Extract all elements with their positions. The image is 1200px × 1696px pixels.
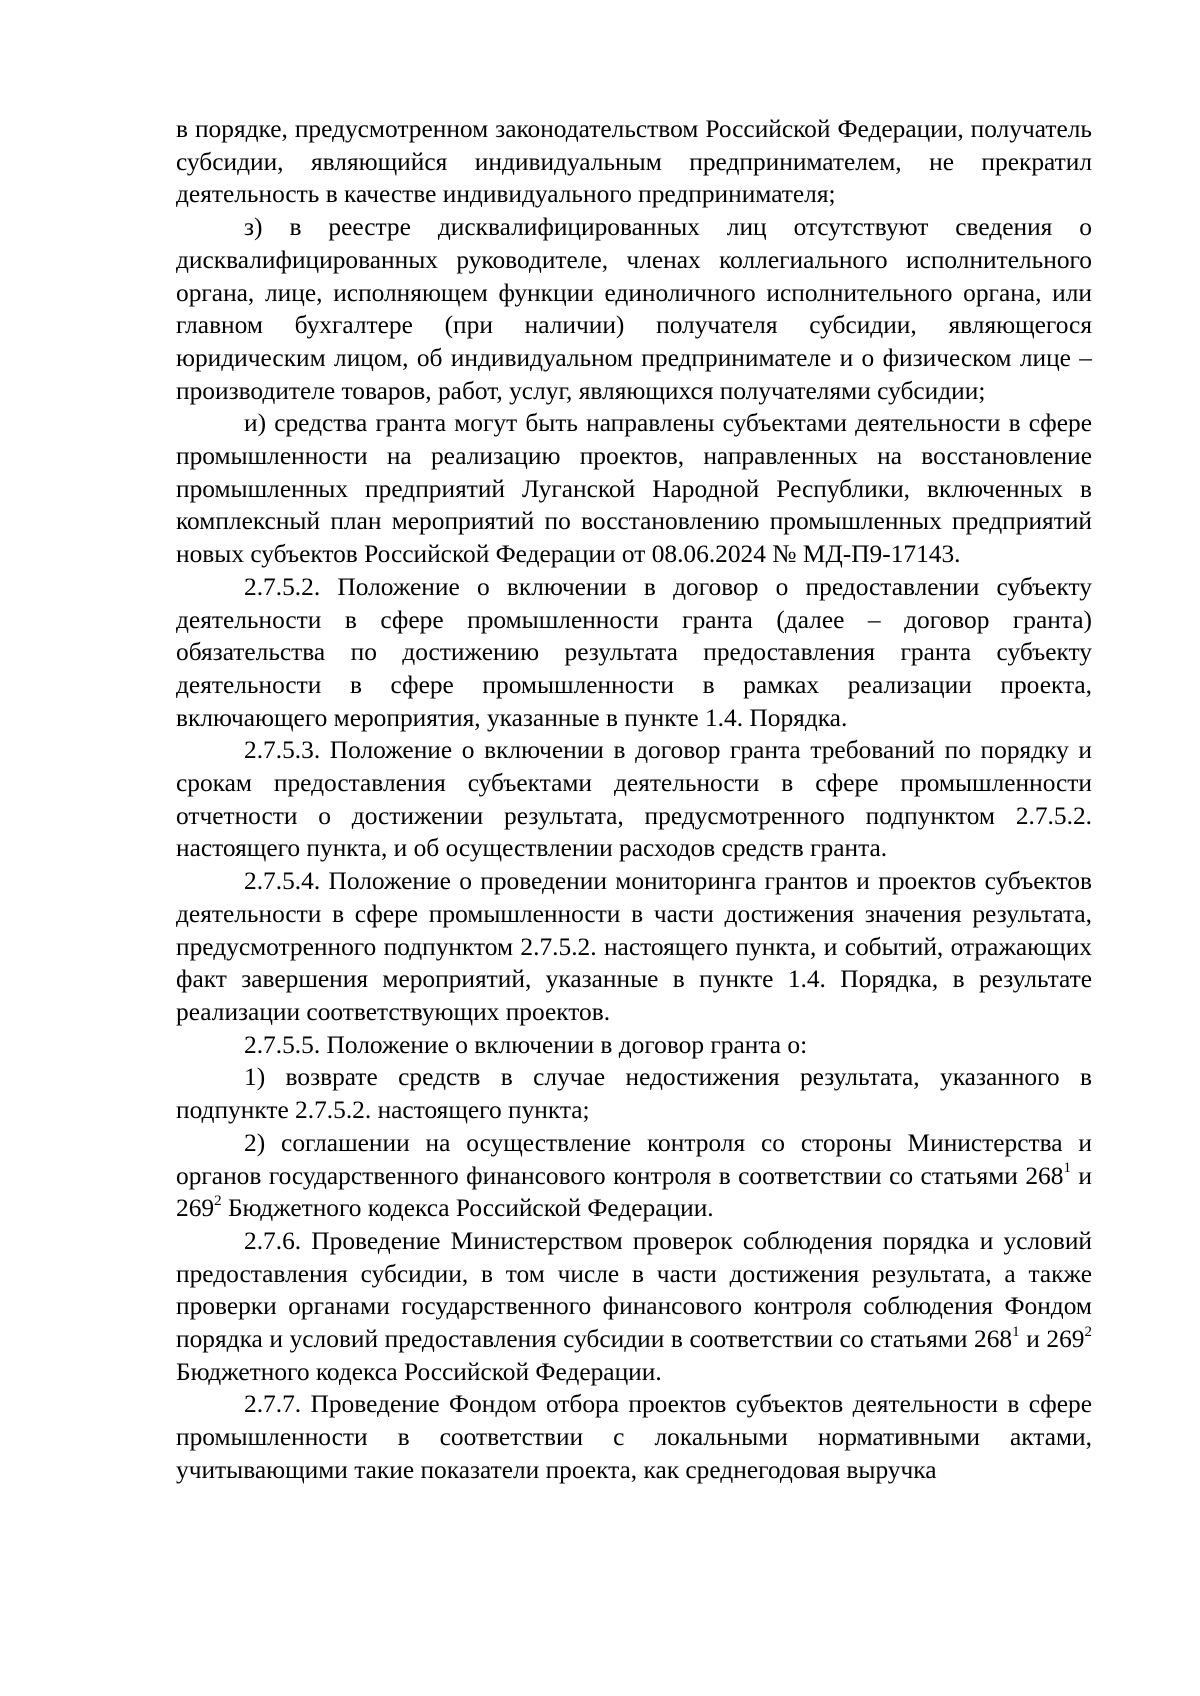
superscript: 2 — [1084, 1323, 1092, 1340]
superscript: 1 — [1012, 1323, 1020, 1340]
paragraph-2-7-6 — [176, 1225, 1092, 1389]
paragraph-2-7-5-4: 2.7.5.4. Положение о проведении мониторинга грантов и проектов субъектов деятельности в сфере промышленности в части достижения значения результата, предусмотренного подпунктом 2.7.5.2. настоящего пункта, и событий, отражающих факт завершения мероприятий, указанные в пункте 1.4. Порядка, в результате реализации соответствующих проектов. — [176, 867, 1092, 1026]
paragraph-item-2 — [176, 1127, 1092, 1225]
paragraph-item-i: и) средства гранта могут быть направлены субъектами деятельности в сфере промышленности на реализацию проектов, направленных на восстановление промышленных предприятий Луганской Народной Республики, включенных в комплексный план мероприятий по восстановлению промышленных предприятий новых субъектов Российской Федерации от 08.06.2024 № МД-П9-17143. — [176, 409, 1092, 569]
paragraph-continuation: в порядке, предусмотренном законодательством Российской Федерации, получатель субсидии, являющийся индивидуальным предпринимателем, не прекратил деятельность в качестве индивидуального предпринимателя; — [176, 115, 1092, 209]
paragraph-item-z: з) в реестре дисквалифицированных лиц отсутствуют сведения о дисквалифицированных руководителе, членах коллегиального исполнительного органа, лице, исполняющем функции единоличного исполнительного органа, или главном бухгалтере (при наличии) получателя субсидии, являющегося юридическим лицом, об индивидуальном предпринимателе и о физическом лице – производителе товаров, работ, услуг, являющихся получателями субсидии; — [176, 213, 1092, 405]
document-page — [176, 113, 1092, 1487]
text-run: и 269 — [1019, 1325, 1085, 1354]
text-run: Бюджетного кодекса Российской Федерации. — [221, 1194, 714, 1223]
superscript: 1 — [1063, 1160, 1071, 1177]
paragraph-2-7-5-2: 2.7.5.2. Положение о включении в договор о предоставлении субъекту деятельности в сфере промышленности гранта (далее – договор гранта) обязательства по достижению результата предоставления гранта субъекту деятельности в сфере промышленности в рамках реализации проекта, включающего мероприятия, указанные в пункте 1.4. Порядка. — [176, 572, 1092, 732]
paragraph-2-7-5-3: 2.7.5.3. Положение о включении в договор гранта требований по порядку и срокам предоставления субъектами деятельности в сфере промышленности отчетности о достижении результата, предусмотренного подпунктом 2.7.5.2. настоящего пункта, и об осуществлении расходов средств гранта. — [176, 736, 1092, 863]
text-run: 2.7.6. Проведение Министерством проверок соблюдения порядка и условий предоставления субсидии, в том числе в части достижения результата, а также проверки органами государственного финансового контроля соблюдения Фондом порядка и условий предоставления субсидии в соответствии со статьями 268 — [176, 1226, 1092, 1354]
superscript: 2 — [214, 1192, 222, 1209]
text-run: и 269 — [176, 1161, 1093, 1223]
paragraph-2-7-5-5: 2.7.5.5. Положение о включении в договор гранта о: — [244, 1030, 808, 1059]
text-run: 2) соглашении на осуществление контроля со стороны Министерства и органов государственного финансового контроля в соответствии со статьями 268 — [176, 1128, 1092, 1190]
text-run: Бюджетного кодекса Российской Федерации. — [176, 1357, 662, 1386]
paragraph-item-1: 1) возврате средств в случае недостижения результата, указанного в подпункте 2.7.5.2. настоящего пункта; — [176, 1063, 1092, 1125]
paragraph-2-7-7: 2.7.7. Проведение Фондом отбора проектов субъектов деятельности в сфере промышленности в соответствии с локальными нормативными актами, учитывающими такие показатели проекта, как среднегодовая выручка — [176, 1390, 1092, 1484]
